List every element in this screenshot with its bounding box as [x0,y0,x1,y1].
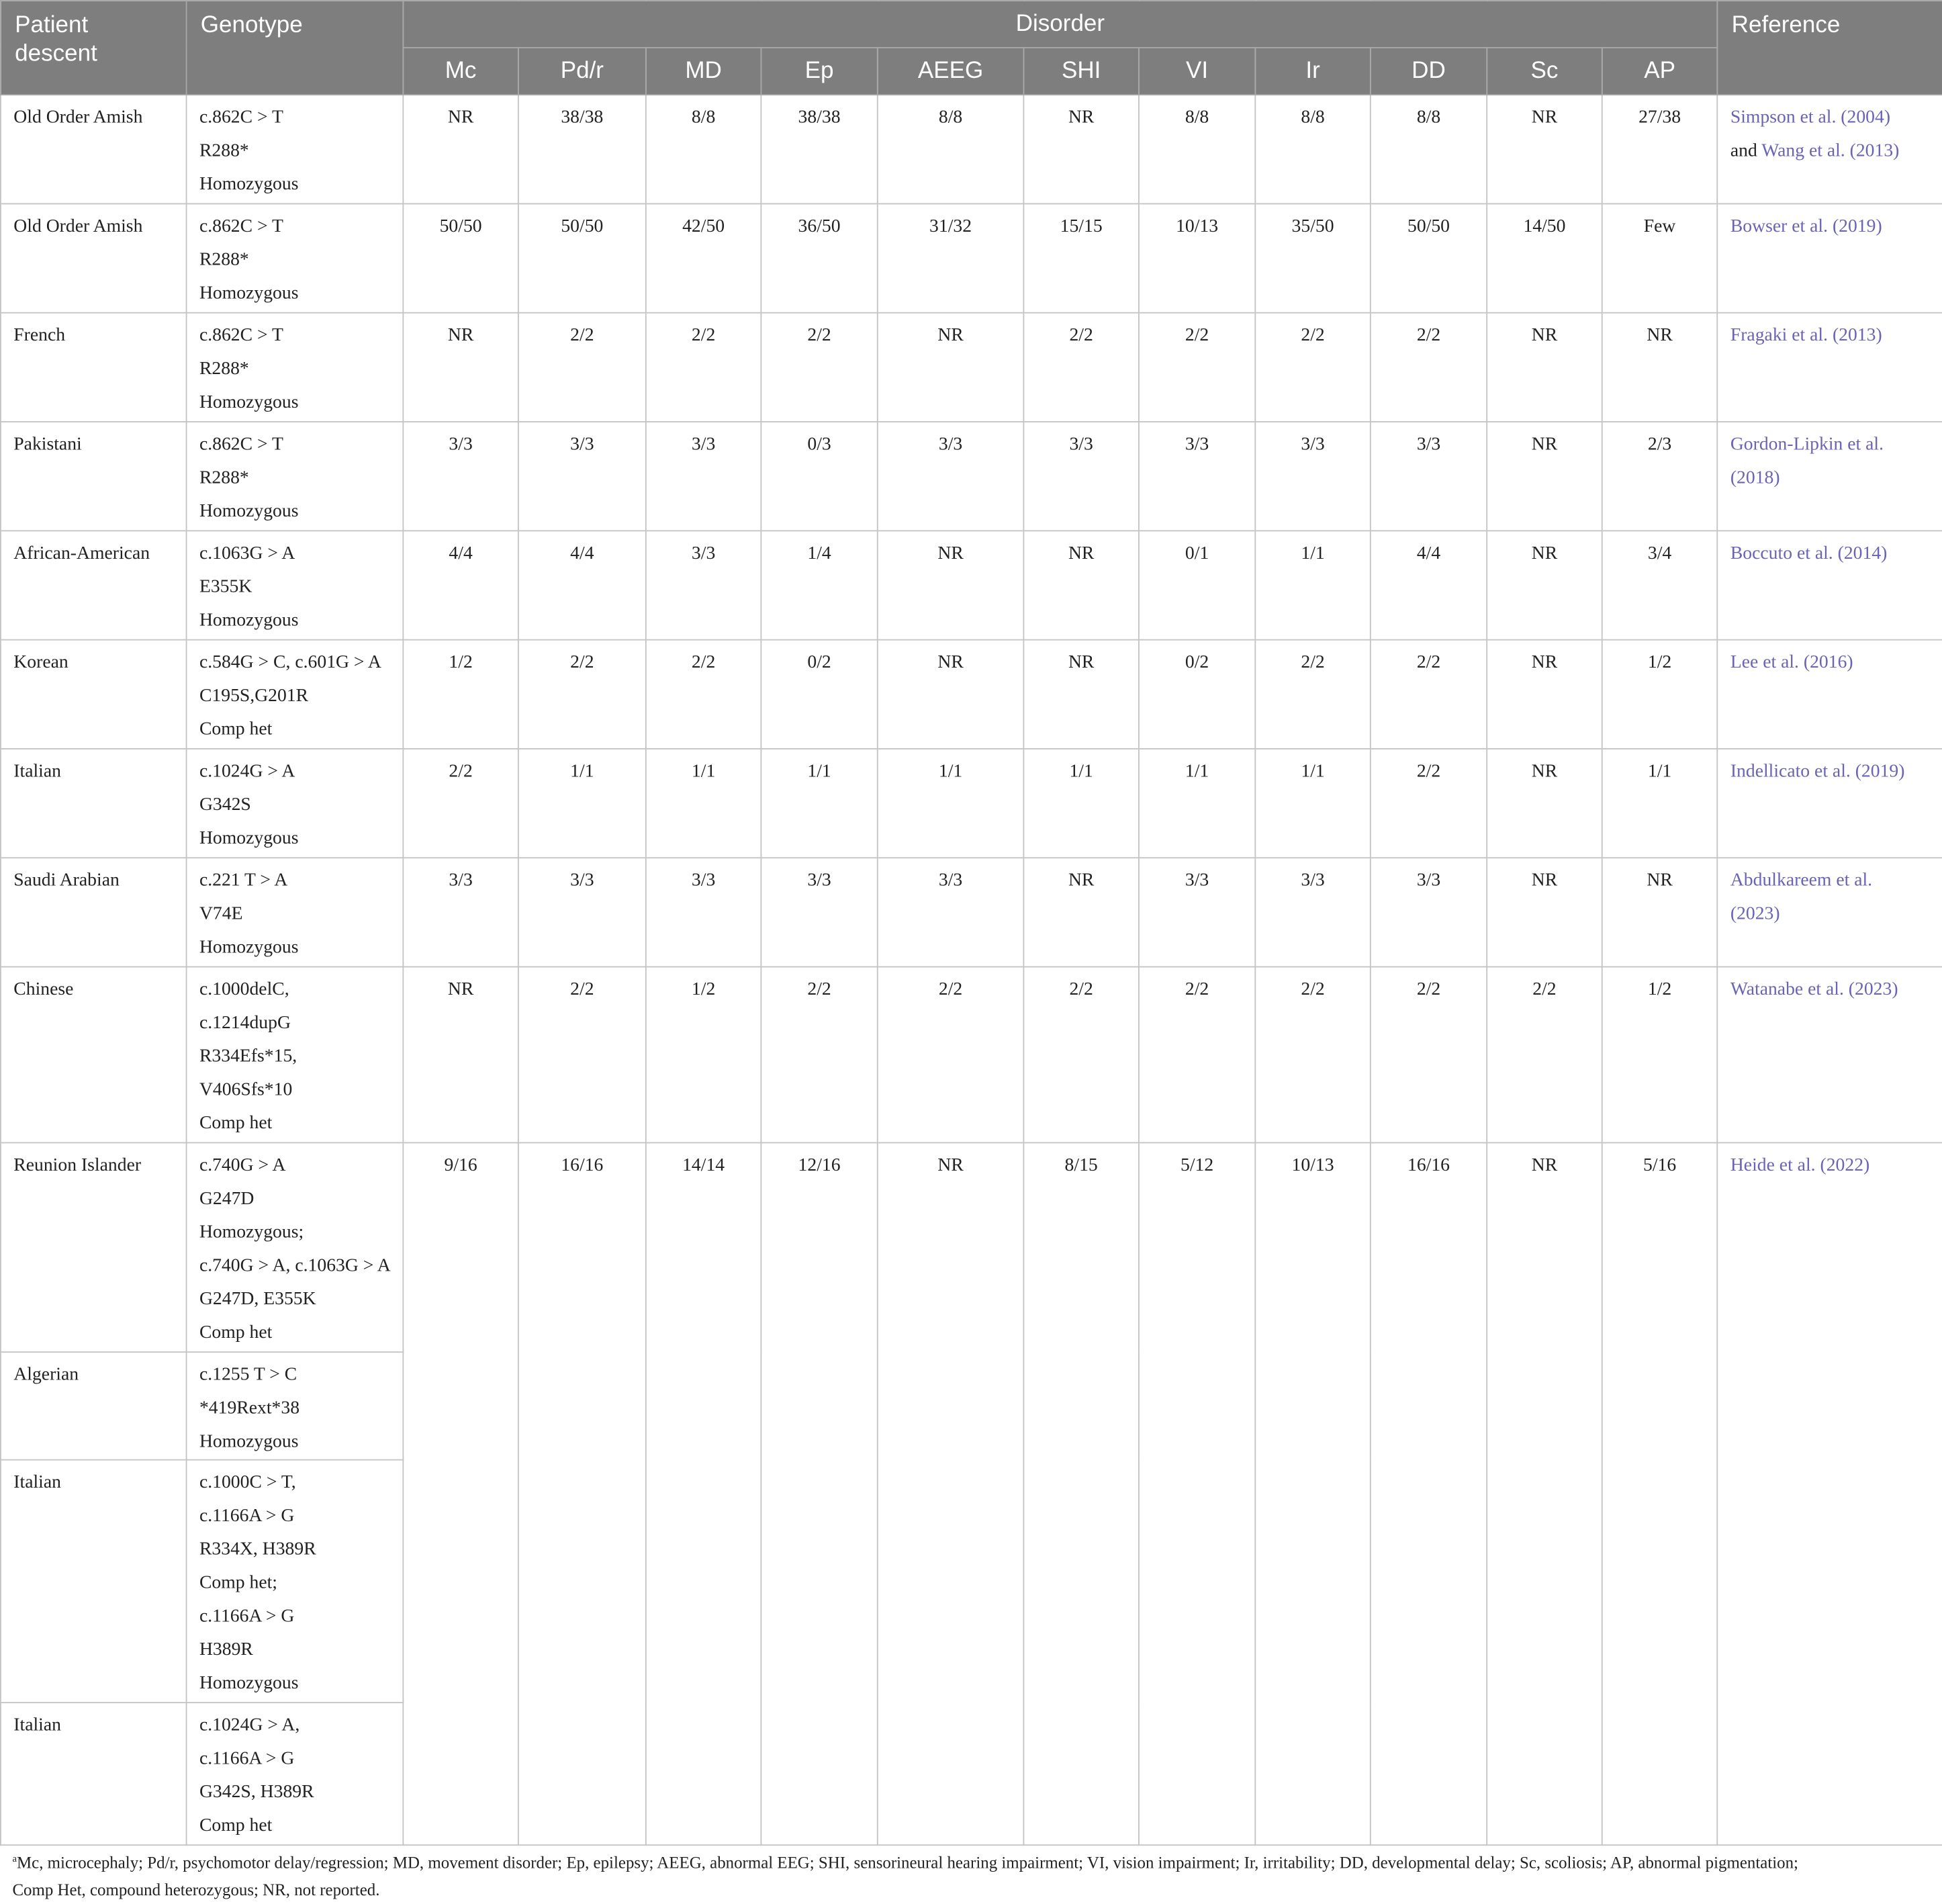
value-cell: 3/3 [403,858,518,966]
value-cell: 1/4 [761,531,877,639]
header-col-sc: Sc [1487,48,1602,95]
reference-link[interactable]: Gordon-Lipkin et al. [1730,435,1884,455]
reference-link[interactable]: Indellicato et al. (2019) [1730,762,1905,782]
value-cell: NR [403,967,518,1143]
genotype-line: c.1166A > G [199,1749,295,1769]
value-cell: NR [1487,95,1602,203]
header-genotype: Genotype [187,1,404,95]
genotype-cell [187,313,404,422]
value-cell: 1/1 [1602,749,1718,858]
value-cell: 0/2 [761,640,877,749]
value-cell: 3/3 [646,531,761,639]
value-cell: 2/2 [1023,967,1139,1143]
reference-cell [1717,203,1942,312]
value-cell: 3/3 [518,422,646,531]
reference-link[interactable]: Watanabe et al. (2023) [1730,979,1898,1000]
genotype-line: Homozygous; [199,1222,304,1242]
value-cell: 8/15 [1023,1142,1139,1845]
table-row [1,967,1942,1143]
reference-link[interactable]: Heide et al. (2022) [1730,1155,1870,1176]
reference-cell [1717,1142,1942,1845]
value-cell: 3/3 [1255,858,1371,966]
value-cell: NR [403,95,518,203]
value-cell: NR [403,313,518,422]
reference-cell [1717,967,1942,1143]
value-cell: 0/1 [1139,531,1255,639]
header-patient-descent: Patient descent [1,1,187,95]
footnote-line-1: Mc, microcephaly; Pd/r, psychomotor delay/regression; MD, movement disorder; Ep, epilepsy; AEEG, abnormal EEG; SHI, sensorineural hearing impairment; VI, vision impairment; Ir, irritability; DD, developmental delay; Sc, scoliosis; AP, abnormal pigmentation; [17,1853,1798,1872]
value-cell: 2/2 [1255,640,1371,749]
descent-cell: Italian [1,749,187,858]
genotype-line: Homozygous [199,938,299,958]
genotype-line: Homozygous [199,283,299,304]
value-cell: 27/38 [1602,95,1718,203]
value-cell: 2/2 [1487,967,1602,1143]
genotype-cell [187,1142,404,1352]
value-cell: 3/3 [1023,422,1139,531]
descent-cell: Chinese [1,967,187,1143]
value-cell: NR [1487,640,1602,749]
value-cell: 14/14 [646,1142,761,1845]
value-cell: 2/2 [1371,749,1487,858]
value-cell: 2/2 [1371,640,1487,749]
value-cell: NR [1023,858,1139,966]
value-cell: NR [1487,313,1602,422]
value-cell: 2/2 [1371,967,1487,1143]
value-cell: NR [1602,858,1718,966]
value-cell: Few [1602,203,1718,312]
genotype-line: R334X, H389R [199,1539,316,1560]
header-col-md: MD [646,48,761,95]
value-cell: NR [1487,858,1602,966]
value-cell: 4/4 [1371,531,1487,639]
descent-cell: French [1,313,187,422]
genotype-line: E355K [199,577,252,598]
reference-cell [1717,749,1942,858]
descent-cell: Saudi Arabian [1,858,187,966]
header-col-vi: VI [1139,48,1255,95]
table-row [1,203,1942,312]
genotype-line: Comp het [199,1322,273,1343]
footnote-marker: a [12,1853,17,1864]
value-cell: 1/1 [1139,749,1255,858]
value-cell: 42/50 [646,203,761,312]
value-cell: 1/1 [761,749,877,858]
value-cell: 3/3 [761,858,877,966]
value-cell: 3/3 [518,858,646,966]
genotype-cell [187,203,404,312]
table-row [1,313,1942,422]
header-col-pd-r: Pd/r [518,48,646,95]
value-cell: 2/2 [1255,313,1371,422]
value-cell: 0/3 [761,422,877,531]
genotype-line: H389R [199,1639,253,1660]
value-cell: NR [1487,1142,1602,1845]
genotype-line: c.584G > C, c.601G > A [199,652,381,673]
genotype-line: c.1166A > G [199,1506,295,1527]
descent-cell: Algerian [1,1352,187,1459]
genotype-line: c.221 T > A [199,870,288,891]
value-cell: 1/1 [1023,749,1139,858]
value-cell: 1/2 [1602,640,1718,749]
genotype-line: V406Sfs*10 [199,1080,293,1100]
value-cell: 8/8 [878,95,1024,203]
value-cell: 1/1 [646,749,761,858]
genotype-line: Homozygous [199,610,299,631]
value-cell: 16/16 [1371,1142,1487,1845]
genotype-line: c.740G > A, c.1063G > A [199,1256,391,1276]
value-cell: 10/13 [1255,1142,1371,1845]
value-cell: 2/2 [646,640,761,749]
header-col-shi: SHI [1023,48,1139,95]
value-cell: 2/2 [518,967,646,1143]
reference-link[interactable]: (2023) [1730,904,1780,924]
value-cell: 2/2 [1139,313,1255,422]
value-cell: 2/2 [1255,967,1371,1143]
table-row [1,422,1942,531]
descent-cell: Old Order Amish [1,95,187,203]
value-cell: NR [878,1142,1024,1845]
reference-cell [1717,531,1942,639]
value-cell: NR [1602,313,1718,422]
table-row [1,531,1942,639]
header-col-ep: Ep [761,48,877,95]
value-cell: 8/8 [1255,95,1371,203]
value-cell: 3/3 [1371,858,1487,966]
value-cell: NR [878,531,1024,639]
header-col-ir: Ir [1255,48,1371,95]
genotype-cell [187,749,404,858]
value-cell: 36/50 [761,203,877,312]
value-cell: 2/2 [761,313,877,422]
genotype-line: G247D, E355K [199,1289,316,1310]
value-cell: 2/2 [518,313,646,422]
genotype-cell [187,422,404,531]
genotype-line: Homozygous [199,175,299,195]
value-cell: 4/4 [403,531,518,639]
genotype-line: c.862C > T [199,107,283,128]
genotype-line: Homozygous [199,501,299,522]
genotype-line: R334Efs*15, [199,1046,297,1067]
header-disorder: Disorder [403,1,1717,48]
value-cell: 3/3 [646,422,761,531]
value-cell: 1/1 [518,749,646,858]
value-cell: 8/8 [646,95,761,203]
value-cell: 50/50 [518,203,646,312]
footnote-line-2: Comp Het, compound heterozygous; NR, not reported. [12,1880,380,1899]
value-cell: 3/3 [1139,858,1255,966]
value-cell: 5/12 [1139,1142,1255,1845]
value-cell: 2/2 [646,313,761,422]
reference-link[interactable]: Lee et al. (2016) [1730,652,1853,673]
genotype-line: R288* [199,250,249,271]
reference-cell [1717,640,1942,749]
value-cell: 38/38 [518,95,646,203]
value-cell: 1/2 [1602,967,1718,1143]
reference-link[interactable]: Abdulkareem et al. [1730,870,1873,891]
table-row [1,858,1942,966]
reference-link[interactable]: Wang et al. (2013) [1761,141,1900,161]
value-cell: 12/16 [761,1142,877,1845]
genotype-line: Comp het [199,719,273,740]
reference-link[interactable]: Simpson et al. (2004) [1730,107,1891,128]
genotype-line: c.1166A > G [199,1606,295,1627]
genotype-line: c.1000delC, [199,979,289,1000]
reference-link[interactable]: (2018) [1730,468,1780,488]
header-col-ap: AP [1602,48,1718,95]
value-cell: 15/15 [1023,203,1139,312]
reference-link[interactable]: Bowser et al. (2019) [1730,216,1882,237]
genotype-line: R288* [199,468,249,488]
value-cell: 8/8 [1371,95,1487,203]
genotype-line: c.1024G > A, [199,1715,300,1736]
genotype-line: *419Rext*38 [199,1398,300,1418]
value-cell: 5/16 [1602,1142,1718,1845]
genotype-line: c.1063G > A [199,543,295,564]
reference-joiner: and [1730,141,1762,161]
value-cell: 10/13 [1139,203,1255,312]
genotype-cell [187,640,404,749]
value-cell: 16/16 [518,1142,646,1845]
value-cell: 3/3 [1139,422,1255,531]
reference-line [1730,462,1937,496]
descent-cell: Italian [1,1460,187,1703]
descent-cell: Reunion Islander [1,1142,187,1352]
descent-cell: Korean [1,640,187,749]
header-col-aeeg: AEEG [878,48,1024,95]
genotype-cell [187,858,404,966]
value-cell: NR [1023,640,1139,749]
genotype-line: Comp het; [199,1573,278,1593]
genotype-line: c.1024G > A [199,762,295,782]
genotype-cell [187,967,404,1143]
value-cell: 9/16 [403,1142,518,1845]
genotype-line: V74E [199,904,243,924]
value-cell: 1/1 [878,749,1024,858]
value-cell: 0/2 [1139,640,1255,749]
genotype-line: Comp het [199,1815,273,1836]
genotype-line: R288* [199,359,249,379]
value-cell: 14/50 [1487,203,1602,312]
value-cell: 3/3 [1371,422,1487,531]
genotype-line: c.1214dupG [199,1013,291,1034]
table-row [1,95,1942,203]
descent-cell: Old Order Amish [1,203,187,312]
table-row [1,749,1942,858]
genotype-line: G247D [199,1189,255,1210]
genotype-line: Homozygous [199,1432,299,1452]
genotype-line: c.1255 T > C [199,1365,297,1386]
genotype-line: Homozygous [199,1673,299,1694]
value-cell: 2/2 [1139,967,1255,1143]
genotype-line: c.1000C > T, [199,1472,296,1493]
reference-cell [1717,95,1942,203]
value-cell: 4/4 [518,531,646,639]
reference-cell [1717,858,1942,966]
genotype-cell [187,1460,404,1703]
genotype-cell [187,95,404,203]
reference-line [1730,898,1937,932]
value-cell: 3/3 [403,422,518,531]
value-cell: 1/1 [1255,531,1371,639]
value-cell: NR [878,313,1024,422]
value-cell: 3/3 [646,858,761,966]
genotype-cell [187,1703,404,1845]
reference-cell [1717,313,1942,422]
value-cell: 2/3 [1602,422,1718,531]
genotype-line: C195S,G201R [199,686,309,707]
table-row [1,1142,1942,1352]
value-cell: 2/2 [403,749,518,858]
header-col-dd: DD [1371,48,1487,95]
value-cell: NR [1487,749,1602,858]
genotype-line: Comp het [199,1114,273,1134]
value-cell: 3/3 [878,422,1024,531]
value-cell: NR [878,640,1024,749]
value-cell: 1/2 [646,967,761,1143]
genotype-line: c.862C > T [199,326,283,346]
value-cell: 2/2 [1371,313,1487,422]
reference-cell [1717,422,1942,531]
value-cell: 1/1 [1255,749,1371,858]
genotype-cell [187,531,404,639]
descent-cell: African-American [1,531,187,639]
value-cell: NR [1023,95,1139,203]
genotype-line: G342S, H389R [199,1782,314,1803]
value-cell: 1/2 [403,640,518,749]
genotype-line: c.862C > T [199,216,283,237]
value-cell: NR [1487,422,1602,531]
value-cell: 31/32 [878,203,1024,312]
value-cell: 38/38 [761,95,877,203]
genotype-cell [187,1352,404,1459]
value-cell: 2/2 [761,967,877,1143]
value-cell: 2/2 [878,967,1024,1143]
genotype-line: G342S [199,795,251,815]
value-cell: 50/50 [403,203,518,312]
header-col-mc: Mc [403,48,518,95]
value-cell: 50/50 [1371,203,1487,312]
value-cell: 35/50 [1255,203,1371,312]
descent-cell: Pakistani [1,422,187,531]
value-cell: NR [1023,531,1139,639]
reference-line [1730,135,1937,169]
value-cell: 3/4 [1602,531,1718,639]
table-footnote [12,1846,1932,1904]
table-row [1,640,1942,749]
reference-link[interactable]: Fragaki et al. (2013) [1730,326,1882,346]
value-cell: 3/3 [878,858,1024,966]
genotype-line: c.740G > A [199,1155,286,1176]
value-cell: 3/3 [1255,422,1371,531]
reference-link[interactable]: Boccuto et al. (2014) [1730,543,1888,564]
genotype-line: c.862C > T [199,435,283,455]
descent-cell: Italian [1,1703,187,1845]
value-cell: NR [1487,531,1602,639]
header-reference: Reference [1717,1,1942,95]
genotype-line: Homozygous [199,828,299,849]
genotype-line: Homozygous [199,392,299,413]
value-cell: 8/8 [1139,95,1255,203]
value-cell: 2/2 [1023,313,1139,422]
value-cell: 2/2 [518,640,646,749]
genotype-line: R288* [199,141,249,161]
